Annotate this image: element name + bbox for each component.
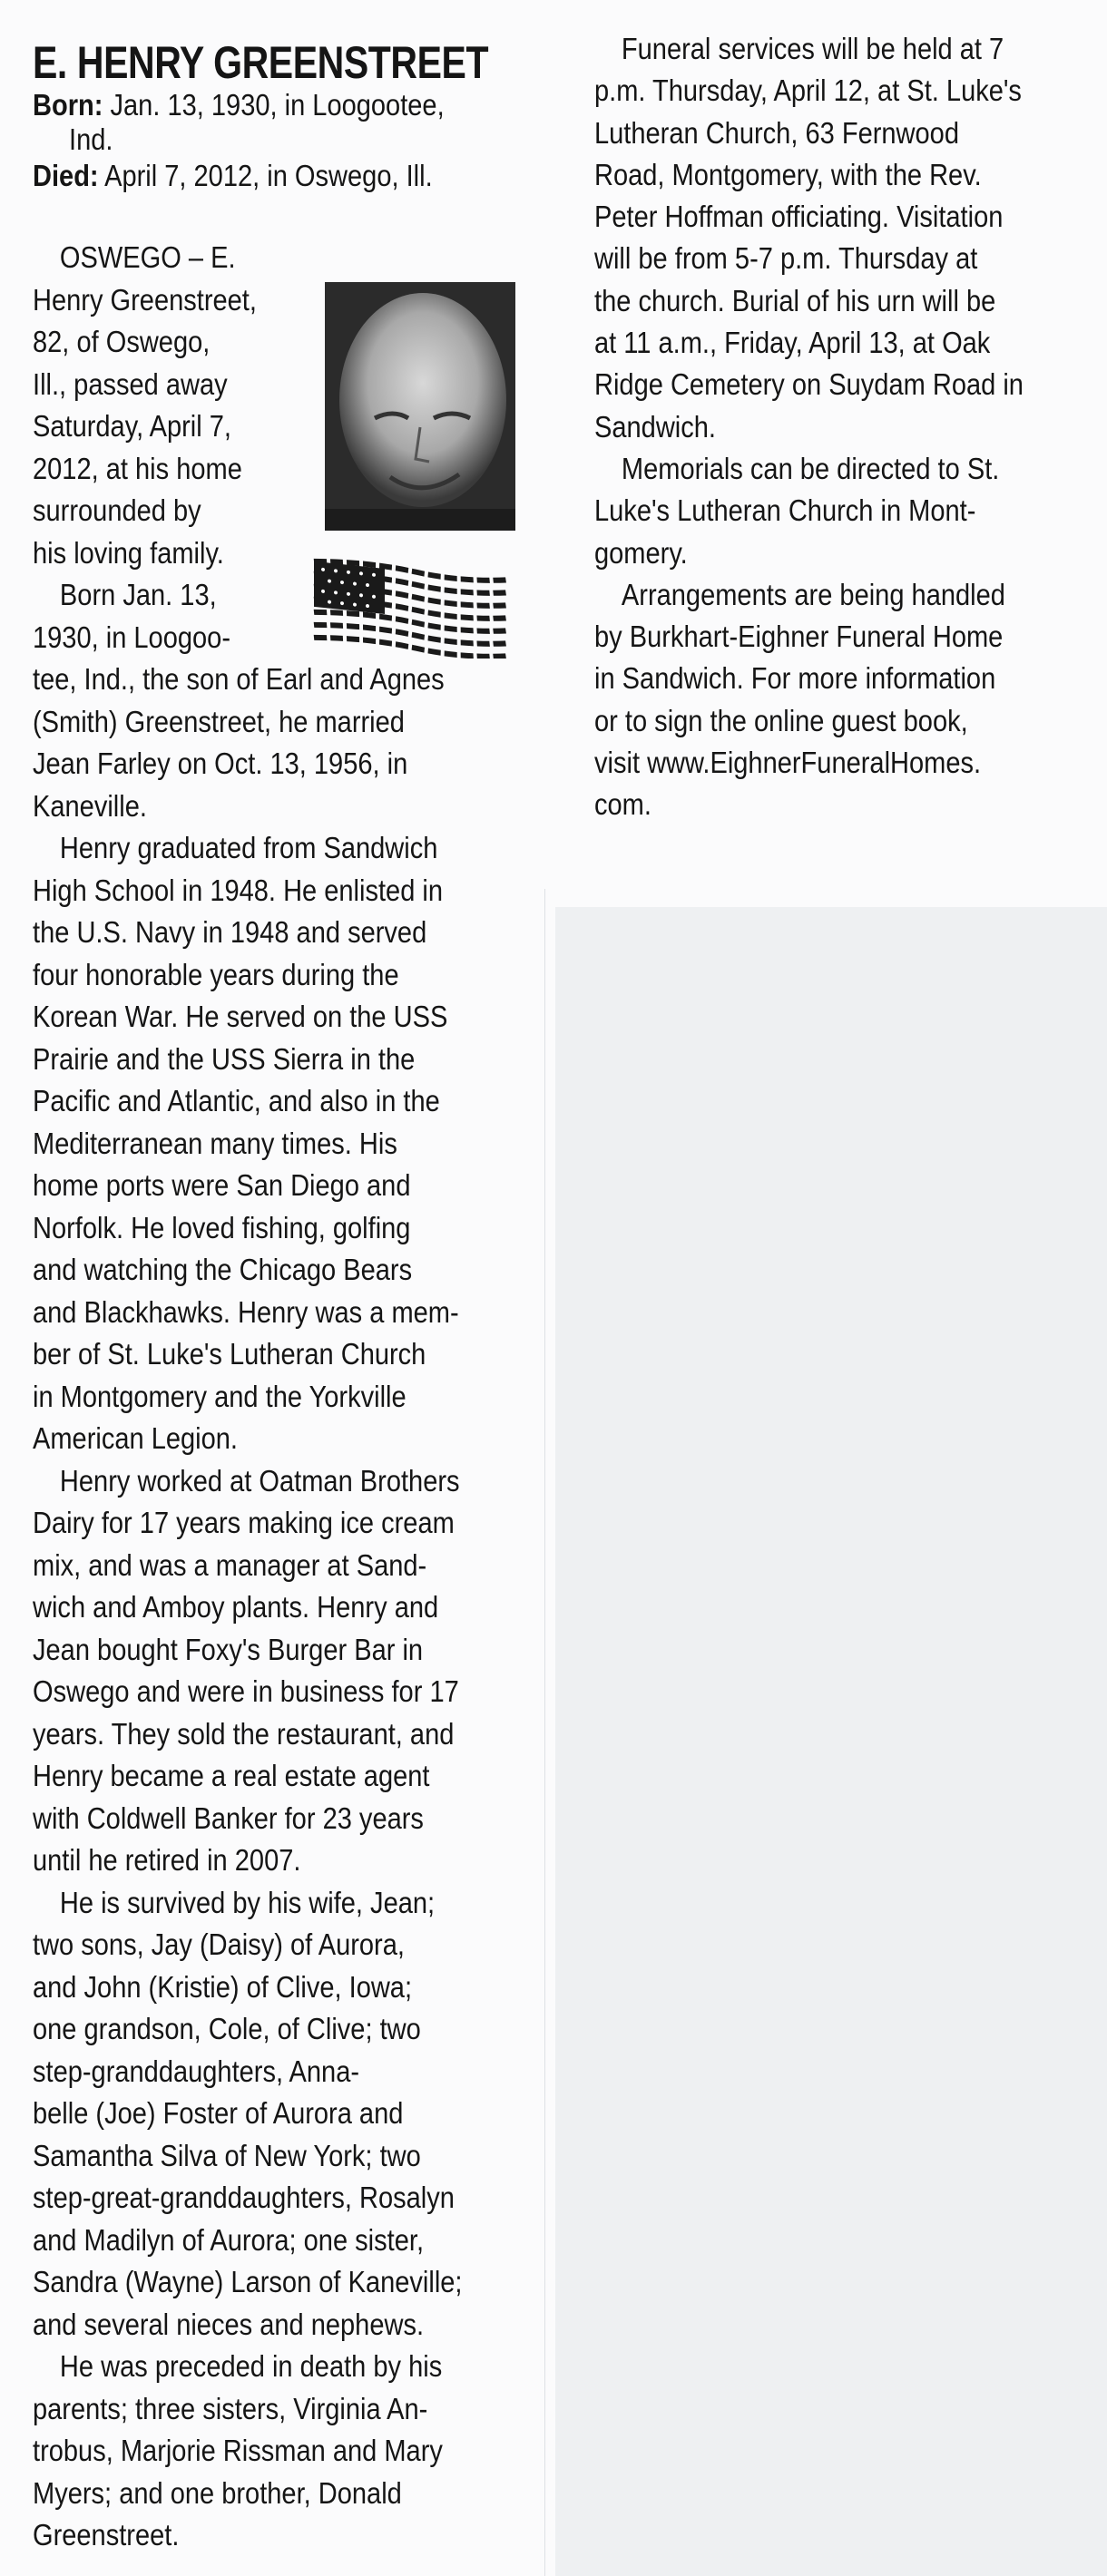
obituary-text-line: and John (Kristie) of Clive, Iowa;: [33, 1969, 413, 2004]
obituary-text-line: by Burkhart-Eighner Funeral Home: [594, 620, 1004, 654]
obituary-text-line: Memorials can be directed to St.: [621, 451, 1000, 485]
obituary-text-line: parents; three sisters, Virginia An-: [33, 2391, 428, 2425]
obituary-text-line: Ridge Cemetery on Suydam Road in: [594, 367, 1024, 402]
died-line: [33, 160, 433, 192]
obituary-text-line: and watching the Chicago Bears: [33, 1253, 413, 1286]
born-line: [33, 89, 445, 122]
obituary-text-line: He is survived by his wife, Jean;: [59, 1885, 436, 1919]
obituary-text-line: Myers; and one brother, Donald: [33, 2475, 402, 2510]
obituary-text-line: tee, Ind., the son of Earl and Agnes: [33, 662, 445, 696]
obituary-text-line: in Montgomery and the Yorkville: [33, 1379, 407, 1413]
obituary-text-line: Luke's Lutheran Church in Mont-: [594, 493, 976, 528]
obituary-text-line: step-great-granddaughters, Rosalyn: [33, 2181, 455, 2214]
obituary-text-line: OSWEGO – E.: [59, 240, 236, 274]
obituary-text-line: step-granddaughters, Anna-: [33, 2054, 360, 2088]
obituary-text-line: gomery.: [594, 535, 688, 570]
obituary-text-line: Peter Hoffman officiating. Visitation: [594, 200, 1004, 234]
obituary-text-line: Henry graduated from Sandwich: [59, 831, 438, 864]
born-value: Jan. 13, 1930, in Loogootee,: [110, 88, 445, 122]
obituary-text-line: Funeral services will be held at 7: [621, 32, 1004, 65]
obituary-text-line: Born Jan. 13,: [59, 578, 217, 611]
obituary-text-line: home ports were San Diego and: [33, 1168, 411, 1202]
obituary-text-line: Sandra (Wayne) Larson of Kaneville;: [33, 2265, 463, 2298]
obituary-text-line: He was preceded in death by his: [59, 2349, 443, 2383]
died-value: April 7, 2012, in Oswego, Ill.: [104, 159, 433, 192]
obituary-text-line: Sandwich.: [594, 409, 716, 444]
obituary-text-line: Saturday, April 7,: [33, 409, 231, 443]
obituary-text-line: com.: [594, 787, 651, 822]
obituary-text-line: one grandson, Cole, of Clive; two: [33, 2012, 421, 2045]
obituary-text-line: wich and Amboy plants. Henry and: [33, 1590, 439, 1624]
obituary-text-line: ber of St. Luke's Lutheran Church: [33, 1337, 426, 1371]
obituary-text-line: Kaneville.: [33, 788, 147, 823]
obituary-name-heading: E. HENRY GREENSTREET: [33, 37, 489, 88]
born-label: Born:: [33, 88, 103, 122]
obituary-text-line: Samantha Silva of New York; two: [33, 2138, 421, 2172]
obituary-text-line: Henry worked at Oatman Brothers: [59, 1463, 460, 1498]
obituary-text-line: Korean War. He served on the USS: [33, 1000, 448, 1033]
obituary-text-line: four honorable years during the: [33, 957, 399, 991]
obituary-text-line: and several nieces and nephews.: [33, 2307, 425, 2341]
obituary-text-line: Road, Montgomery, with the Rev.: [594, 157, 982, 191]
column-divider: [544, 889, 545, 2576]
obituary-text-line: Dairy for 17 years making ice cream: [33, 1506, 455, 1539]
obituary-text-line: Pacific and Atlantic, and also in the: [33, 1084, 440, 1117]
obituary-text-line: 1930, in Loogoo-: [33, 620, 230, 654]
obituary-text-line: his loving family.: [33, 535, 224, 570]
obituary-text-line: Oswego and were in business for 17: [33, 1674, 459, 1708]
died-label: Died:: [33, 159, 99, 192]
obituary-text-line: years. They sold the restaurant, and: [33, 1716, 455, 1751]
obituary-text-line: Lutheran Church, 63 Fernwood: [594, 115, 959, 150]
obituary-text-line: 82, of Oswego,: [33, 325, 211, 358]
obituary-text-line: Jean bought Foxy's Burger Bar in: [33, 1632, 424, 1666]
obituary-text-line: trobus, Marjorie Rissman and Mary: [33, 2434, 443, 2467]
obituary-text-line: visit www.EighnerFuneralHomes.: [594, 746, 982, 780]
obituary-text-line: and Blackhawks. Henry was a mem-: [33, 1294, 459, 1329]
obituary-text-line: High School in 1948. He enlisted in: [33, 873, 444, 907]
obituary-text-line: Jean Farley on Oct. 13, 1956, in: [33, 746, 408, 780]
bleed-through-background: [555, 907, 1107, 2576]
obituary-text-line: and Madilyn of Aurora; one sister,: [33, 2222, 425, 2257]
obituary-text-line: the church. Burial of his urn will be: [594, 283, 996, 317]
left-column-body: [33, 237, 523, 2557]
obituary-text-line: will be from 5-7 p.m. Thursday at: [594, 241, 978, 276]
obituary-text-line: surrounded by: [33, 493, 201, 527]
obituary-text-line: p.m. Thursday, April 12, at St. Luke's: [594, 73, 1022, 108]
obituary-text-line: mix, and was a manager at Sand-: [33, 1547, 427, 1582]
obituary-text-line: at 11 a.m., Friday, April 13, at Oak: [594, 326, 991, 360]
obituary-text-line: 2012, at his home: [33, 451, 242, 485]
right-column-body: [594, 28, 1084, 826]
obituary-text-line: Ill., passed away: [33, 366, 228, 401]
obituary-text-line: Mediterranean many times. His: [33, 1126, 397, 1160]
obituary-text-line: Norfolk. He loved fishing, golfing: [33, 1210, 411, 1244]
obituary-text-line: two sons, Jay (Daisy) of Aurora,: [33, 1927, 405, 1961]
born-line-continued: Ind.: [69, 122, 113, 156]
obituary-text-line: with Coldwell Banker for 23 years: [33, 1800, 424, 1835]
obituary-text-line: Prairie and the USS Sierra in the: [33, 1041, 416, 1076]
obituary-text-line: the U.S. Navy in 1948 and served: [33, 915, 427, 949]
obituary-text-line: Henry became a real estate agent: [33, 1759, 430, 1792]
obituary-text-line: Arrangements are being handled: [621, 577, 1005, 611]
obituary-text-line: or to sign the online guest book,: [594, 703, 968, 737]
obituary-text-line: Greenstreet.: [33, 2518, 180, 2552]
obituary-text-line: (Smith) Greenstreet, he married: [33, 704, 405, 738]
obituary-text-line: belle (Joe) Foster of Aurora and: [33, 2096, 404, 2130]
obituary-text-line: American Legion.: [33, 1421, 239, 1455]
obituary-text-line: until he retired in 2007.: [33, 1843, 301, 1877]
obituary-text-line: Henry Greenstreet,: [33, 282, 257, 317]
obituary-text-line: in Sandwich. For more information: [594, 661, 996, 696]
